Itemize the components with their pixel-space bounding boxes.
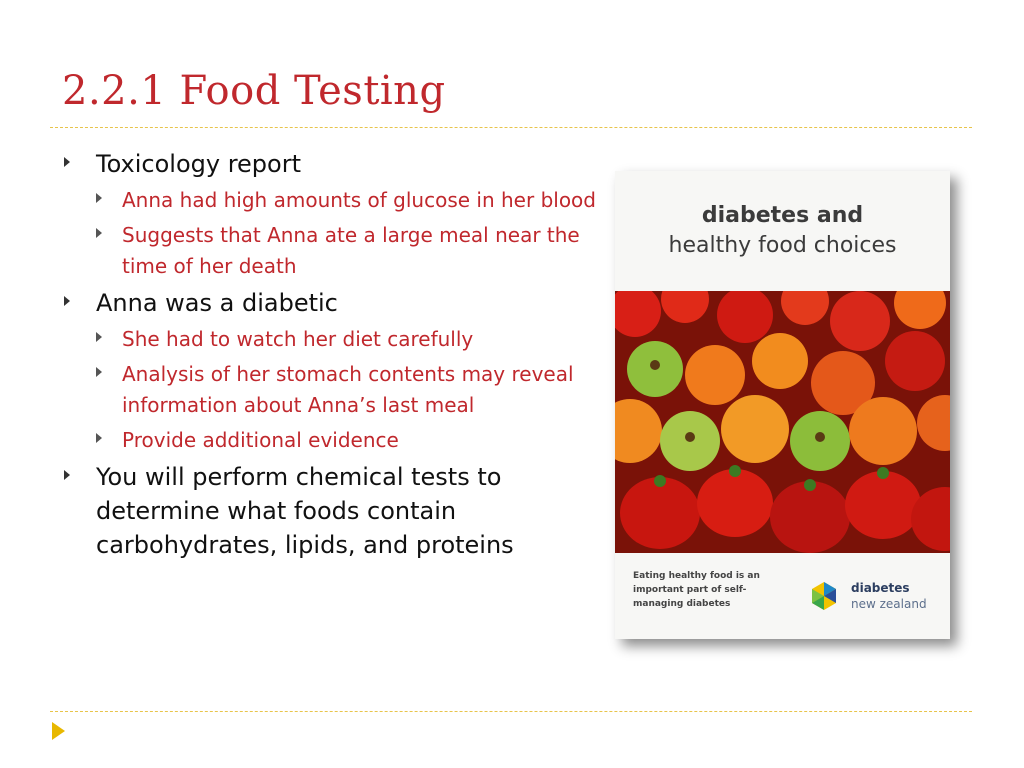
bullet-text: Toxicology report bbox=[96, 150, 301, 178]
bullet-triangle-icon bbox=[96, 228, 102, 238]
bullet-toxicology bbox=[60, 147, 600, 181]
vegetables-photo bbox=[615, 291, 950, 553]
sub-bullet bbox=[92, 359, 600, 421]
bullet-triangle-icon bbox=[96, 367, 102, 377]
bullet-diabetic bbox=[60, 286, 600, 320]
brochure-tagline: Eating healthy food is an important part of self-managing diabetes bbox=[633, 571, 760, 609]
bullet-triangle-icon bbox=[96, 332, 102, 342]
sub-bullet bbox=[92, 425, 600, 456]
sub-bullet-text: She had to watch her diet carefully bbox=[122, 327, 474, 351]
brochure-subtitle: healthy food choices bbox=[668, 233, 897, 258]
bullet-triangle-icon bbox=[64, 296, 70, 306]
bullet-triangle-icon bbox=[64, 470, 70, 480]
bullet-text: Anna was a diabetic bbox=[96, 289, 338, 317]
sub-bullet-text: Analysis of her stomach contents may reveal information about Anna’s last meal bbox=[122, 362, 574, 417]
bullet-text: You will perform chemical tests to determine what foods contain carbohydrates, lipids, and proteins bbox=[96, 463, 514, 559]
bullet-triangle-icon bbox=[96, 433, 102, 443]
brochure-cover-image bbox=[615, 171, 950, 639]
brand-name: diabetes bbox=[851, 581, 910, 595]
brochure-title: diabetes and bbox=[701, 203, 864, 228]
sub-bullet bbox=[92, 220, 600, 282]
sub-bullet-text: Anna had high amounts of glucose in her blood bbox=[122, 188, 596, 212]
bullet-triangle-icon bbox=[96, 193, 102, 203]
bullet-chemical-tests bbox=[60, 460, 600, 562]
play-arrow-icon bbox=[52, 722, 65, 740]
bullet-list bbox=[60, 143, 600, 562]
brand-subname: new zealand bbox=[851, 597, 927, 611]
sub-bullet bbox=[92, 185, 600, 216]
bullet-triangle-icon bbox=[64, 157, 70, 167]
slide-title: 2.2.1 Food Testing bbox=[62, 68, 446, 114]
sub-bullet bbox=[92, 324, 600, 355]
sub-bullet-text: Suggests that Anna ate a large meal near the time of her death bbox=[122, 223, 580, 278]
title-divider bbox=[50, 127, 972, 128]
diabetes-nz-logo-icon bbox=[807, 579, 841, 613]
footer-divider bbox=[50, 711, 972, 712]
sub-bullet-text: Provide additional evidence bbox=[122, 428, 399, 452]
